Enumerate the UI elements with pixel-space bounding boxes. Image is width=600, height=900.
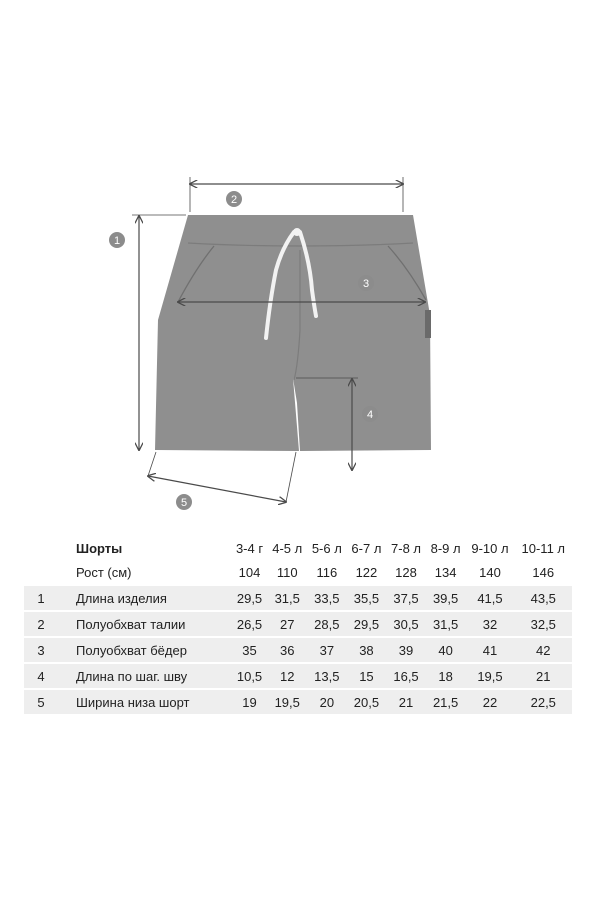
table-row xyxy=(24,612,572,636)
table-cell: 31,5 xyxy=(426,612,466,636)
table-cell: 22 xyxy=(465,690,514,714)
table-cell: 40 xyxy=(426,638,466,662)
table-cell: 30,5 xyxy=(386,612,426,636)
shorts-body xyxy=(155,215,431,451)
row-number: 4 xyxy=(24,664,58,688)
callout-1-label: 1 xyxy=(113,235,121,247)
table-cell: 32,5 xyxy=(515,612,572,636)
table-cell: 27 xyxy=(267,612,307,636)
table-cell: 42 xyxy=(515,638,572,662)
table-cell: 134 xyxy=(434,564,457,580)
callout-4-label: 4 xyxy=(366,409,374,421)
size-header: 3-4 г xyxy=(235,540,264,556)
table-cell: 19 xyxy=(232,690,268,714)
row-number: 3 xyxy=(24,638,58,662)
row-label: Полуобхват бёдер xyxy=(58,638,232,662)
table-cell: 35,5 xyxy=(347,586,387,610)
callout-3-label: 3 xyxy=(362,278,370,290)
size-header: 5-6 л xyxy=(311,540,342,556)
table-cell: 39 xyxy=(386,638,426,662)
callout-5-label: 5 xyxy=(180,497,188,509)
table-cell: 20,5 xyxy=(347,690,387,714)
table-cell: 116 xyxy=(316,564,338,580)
table-cell: 37 xyxy=(307,638,347,662)
table-cell: 20 xyxy=(307,690,347,714)
row-number: 2 xyxy=(24,612,58,636)
table-cell: 13,5 xyxy=(307,664,347,688)
table-cell: 19,5 xyxy=(465,664,514,688)
table-cell: 110 xyxy=(276,564,298,580)
table-row xyxy=(24,690,572,714)
table-cell: 18 xyxy=(426,664,466,688)
row-number: 5 xyxy=(24,690,58,714)
table-cell: 36 xyxy=(267,638,307,662)
size-header: 8-9 л xyxy=(430,540,461,556)
table-cell: 122 xyxy=(355,564,378,580)
table-cell: 28,5 xyxy=(307,612,347,636)
size-header: 7-8 л xyxy=(391,540,422,556)
table-title: Шорты xyxy=(76,540,123,556)
table-row xyxy=(24,638,572,662)
table-cell: 29,5 xyxy=(347,612,387,636)
row-label: Ширина низа шорт xyxy=(58,690,232,714)
table-cell: 21,5 xyxy=(426,690,466,714)
table-cell: 35 xyxy=(232,638,268,662)
table-cell: 140 xyxy=(479,564,501,580)
height-label: Рост (см) xyxy=(76,564,132,580)
measure-line-5 xyxy=(148,476,286,502)
table-cell: 33,5 xyxy=(307,586,347,610)
table-cell: 26,5 xyxy=(232,612,268,636)
size-header: 4-5 л xyxy=(272,540,303,556)
table-cell: 29,5 xyxy=(232,586,268,610)
table-cell: 22,5 xyxy=(515,690,572,714)
table-cell: 12 xyxy=(267,664,307,688)
table-cell: 21 xyxy=(515,664,572,688)
size-header: 10-11 л xyxy=(521,540,565,556)
brand-tag xyxy=(425,310,431,338)
table-cell: 21 xyxy=(386,690,426,714)
table-cell: 104 xyxy=(238,564,261,580)
table-cell: 39,5 xyxy=(426,586,466,610)
table-cell: 43,5 xyxy=(515,586,572,610)
table-cell: 37,5 xyxy=(386,586,426,610)
row-label: Длина по шаг. шву xyxy=(58,664,232,688)
table-cell: 146 xyxy=(532,564,555,580)
table-cell: 128 xyxy=(395,564,417,580)
row-label: Длина изделия xyxy=(58,586,232,610)
table-cell: 41,5 xyxy=(465,586,514,610)
table-row xyxy=(24,664,572,688)
table-cell: 38 xyxy=(347,638,387,662)
table-cell: 16,5 xyxy=(386,664,426,688)
table-cell: 31,5 xyxy=(267,586,307,610)
callout-2-label: 2 xyxy=(230,194,238,206)
table-cell: 41 xyxy=(465,638,514,662)
size-header: 6-7 л xyxy=(351,540,382,556)
size-chart-table xyxy=(24,536,572,714)
table-cell: 19,5 xyxy=(267,690,307,714)
table-cell: 32 xyxy=(465,612,514,636)
row-label: Полуобхват талии xyxy=(58,612,232,636)
size-header: 9-10 л xyxy=(471,540,509,556)
table-header-row xyxy=(24,536,572,560)
row-number: 1 xyxy=(24,586,58,610)
table-cell: 10,5 xyxy=(232,664,268,688)
table-cell: 15 xyxy=(347,664,387,688)
table-row xyxy=(24,586,572,610)
height-row xyxy=(24,560,572,584)
